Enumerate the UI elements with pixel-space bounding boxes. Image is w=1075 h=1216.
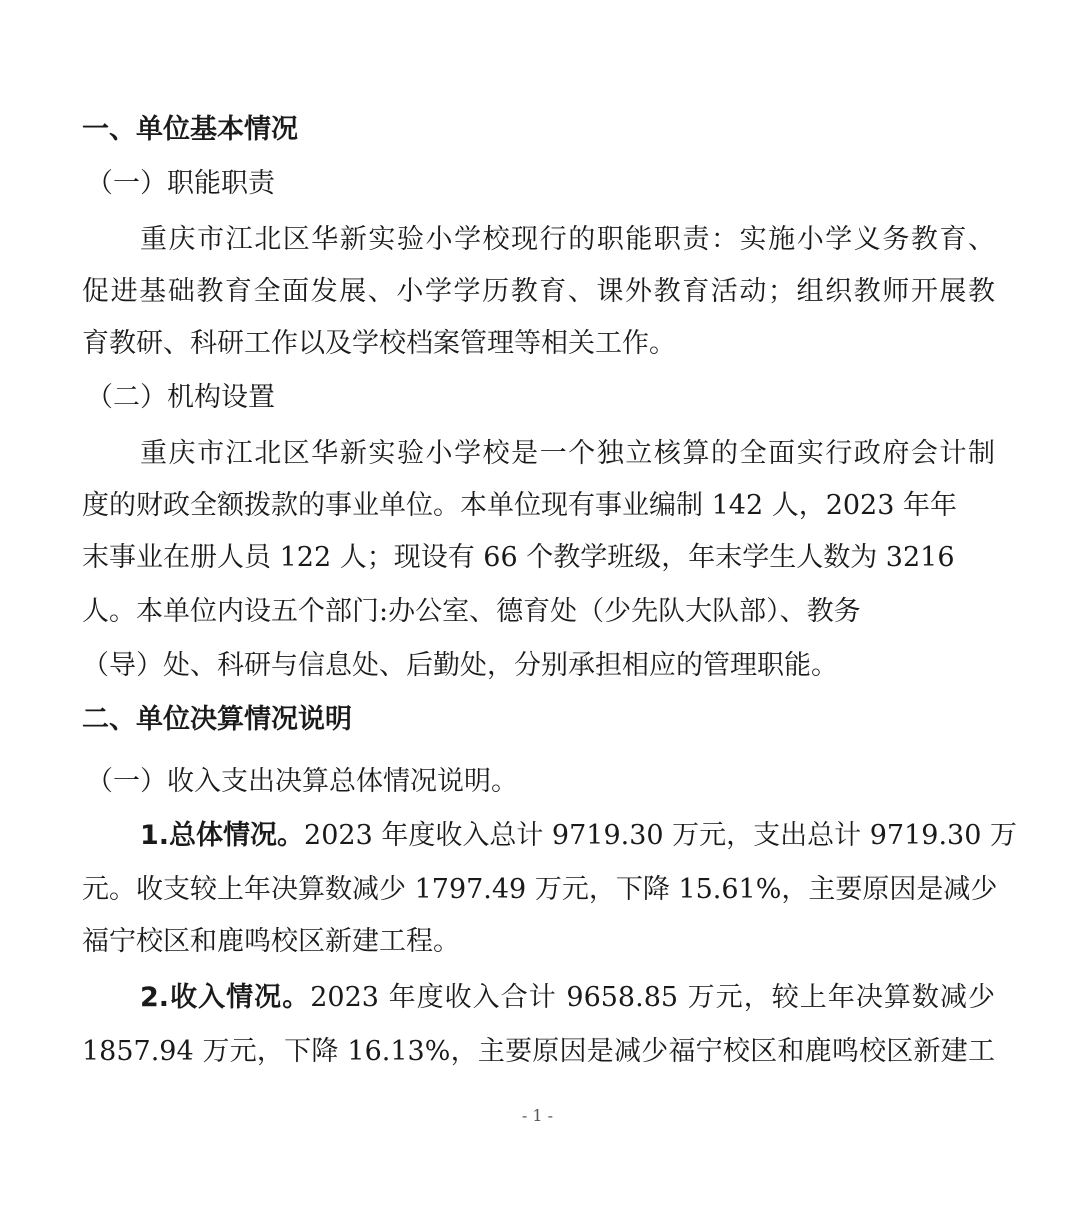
paragraph-line: 重庆市江北区华新实验小学校是一个独立核算的全面实行政府会计制 bbox=[140, 438, 995, 469]
paragraph-line: 福宁校区和鹿鸣校区新建工程。 bbox=[82, 926, 460, 957]
section-heading-basic-info: 一、单位基本情况 bbox=[82, 114, 298, 145]
paragraph-line: 促进基础教育全面发展、小学学历教育、课外教育活动；组织教师开展教 bbox=[82, 276, 995, 307]
subheading-functions: （一）职能职责 bbox=[86, 168, 275, 199]
income-label: 2.收入情况。 bbox=[140, 982, 311, 1013]
paragraph-line: 重庆市江北区华新实验小学校现行的职能职责：实施小学义务教育、 bbox=[140, 224, 995, 255]
subheading-organization: （二）机构设置 bbox=[86, 382, 275, 413]
overall-label: 1.总体情况。 bbox=[140, 820, 305, 851]
paragraph-line: 末事业在册人员 122 人；现设有 66 个教学班级，年末学生人数为 3216 bbox=[82, 542, 955, 573]
subheading-income-expenditure: （一）收入支出决算总体情况说明。 bbox=[86, 766, 518, 797]
income-text: 2023 年度收入合计 9658.85 万元，较上年决算数减少 bbox=[310, 982, 995, 1013]
page-number: - 1 - bbox=[521, 1106, 554, 1125]
paragraph-line: 1857.94 万元，下降 16.13%，主要原因是减少福宁校区和鹿鸣校区新建工 bbox=[82, 1036, 995, 1067]
paragraph-line: 度的财政全额拨款的事业单位。本单位现有事业编制 142 人，2023 年年 bbox=[82, 490, 957, 521]
paragraph-line: （导）处、科研与信息处、后勤处，分别承担相应的管理职能。 bbox=[82, 650, 838, 681]
paragraph-line: 人。本单位内设五个部门:办公室、德育处（少先队大队部）、教务 bbox=[82, 596, 861, 627]
paragraph-income-first-line bbox=[140, 980, 995, 1016]
paragraph-overall-first-line bbox=[140, 818, 1017, 854]
section-heading-final-accounts: 二、单位决算情况说明 bbox=[82, 704, 352, 735]
paragraph-line: 元。收支较上年决算数减少 1797.49 万元，下降 15.61%，主要原因是减少 bbox=[82, 874, 998, 905]
overall-text: 2023 年度收入总计 9719.30 万元，支出总计 9719.30 万 bbox=[304, 820, 1017, 851]
paragraph-line: 育教研、科研工作以及学校档案管理等相关工作。 bbox=[82, 328, 676, 359]
